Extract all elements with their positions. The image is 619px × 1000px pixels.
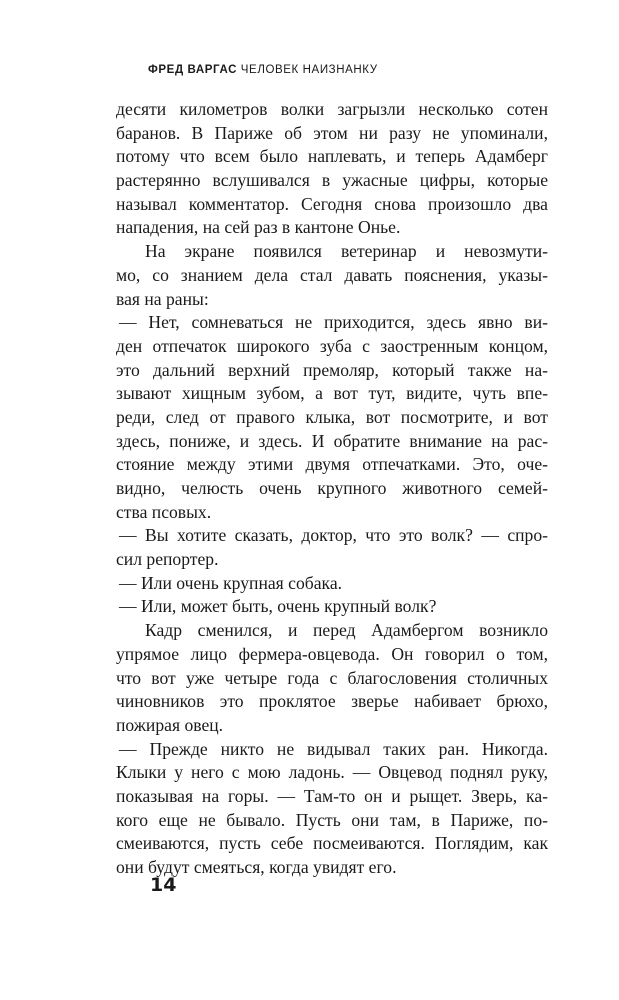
text-line: видно, челюсть очень крупного животного семей- (116, 478, 548, 498)
text-line: баранов. В Париже об этом ни разу не упоминали, (116, 122, 548, 143)
page-number: 14 (150, 874, 177, 896)
text-line: вая на раны: (116, 288, 209, 309)
dialogue-line: — Нет, сомневаться не приходится, здесь явно ви- (119, 312, 548, 333)
text-line: это дальний верхний премоляр, который также на- (116, 359, 548, 380)
body-text (116, 98, 548, 880)
text-line: чиновников это проклятое зверье набивает брюхо, (116, 691, 548, 712)
text-line: растерянно вслушивался в ужасные цифры, которые (116, 170, 548, 191)
text-line: зывают хищным зубом, а вот тут, видите, чуть впе- (116, 383, 548, 404)
dialogue-line: — Или, может быть, очень крупный волк? (119, 596, 437, 617)
text-line: сил репортер. (116, 549, 219, 570)
dialogue-line: — Прежде никто не видывал таких ран. Никогда. (119, 738, 548, 759)
text-line: мо, со знанием дела стал давать пояснения, указы- (116, 264, 548, 285)
text-line: нападения, на сей раз в кантоне Онье. (116, 217, 401, 238)
text-line: они будут смеяться, когда увидят его. (116, 857, 397, 877)
dialogue-line: — Вы хотите сказать, доктор, что это волк? — спро- (119, 525, 548, 546)
text-line: потому что всем было наплевать, и теперь Адамберг (116, 146, 548, 167)
header-author: ФРЕД ВАРГАС (148, 64, 237, 76)
text-line: На экране появился ветеринар и невозмути- (145, 241, 548, 262)
text-line: ден отпечаток широкого зуба с заостренным концом, (116, 335, 548, 356)
text-line: Клыки у него с мою ладонь. — Овцевод поднял руку, (116, 762, 548, 783)
dialogue-line: — Или очень крупная собака. (119, 572, 343, 593)
header-title: ЧЕЛОВЕК НАИЗНАНКУ (240, 64, 378, 76)
text-line: здесь, пониже, и здесь. И обратите внимание на рас- (116, 430, 548, 451)
text-line: называл комментатор. Сегодня снова произошло два (116, 193, 548, 214)
text-line: кого еще не бывало. Пусть они там, в Париже, по- (116, 809, 548, 830)
text-line: десяти километров волки загрызли несколько сотен (116, 99, 548, 119)
running-header (148, 64, 378, 76)
text-line: смеиваются, пусть себе посмеиваются. Поглядим, как (116, 833, 548, 854)
text-line: что вот уже четыре года с благословения столичных (116, 667, 548, 688)
text-line: Кадр сменился, и перед Адамбергом возникло (145, 620, 548, 641)
text-line: упрямое лицо фермера-овцевода. Он говорил о том, (116, 643, 548, 664)
text-line: пожирая овец. (116, 714, 224, 735)
text-line: показывая на горы. — Там-то он и рыщет. Зверь, ка- (116, 785, 548, 806)
text-line: стояние между этими двумя отпечатками. Это, оче- (116, 454, 548, 475)
text-line: реди, след от правого клыка, вот посмотрите, и вот (116, 406, 548, 427)
text-line: ства псовых. (116, 501, 212, 522)
